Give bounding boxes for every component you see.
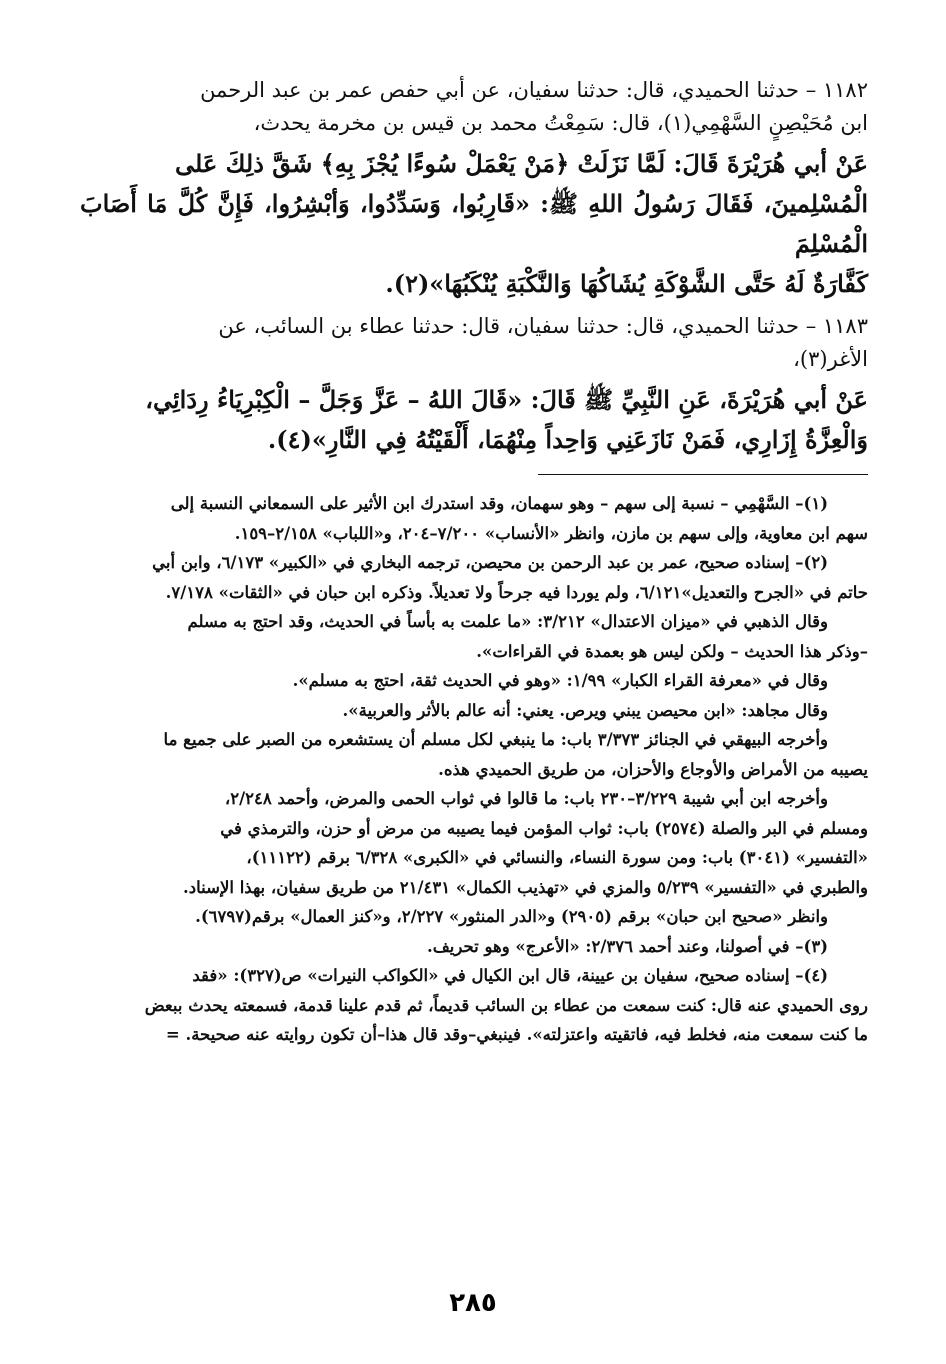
text-line: حاتم في «الجرح والتعديل»٦/١٢١، ولم يوردا فيه جرحاً ولا تعديلاً. وذكره ابن حبان في «الثقات» ٧/١٧٨. bbox=[165, 582, 868, 602]
hadith-1182-isnad bbox=[80, 74, 868, 140]
text-line: سهم ابن معاوية، وإلى سهم بن مازن، وانظر «الأنساب» ٧/٢٠٠–٢٠٤، و«اللباب» ٢/١٥٨–١٥٩. bbox=[234, 523, 868, 543]
text-line: وأخرجه ابن أبي شيبة ٣/٢٢٩–٢٣٠ باب: ما قالوا في ثواب الحمى والمرض، وأحمد ٢/٢٤٨، bbox=[224, 789, 828, 808]
page-number: ٢٨٥ bbox=[449, 1288, 497, 1318]
hadith-1183-isnad bbox=[80, 310, 868, 376]
text-line: كَفَّارَةٌ لَهُ حَتَّى الشَّوْكَةِ يُشَاكُهَا وَالنَّكْبَةِ يُنْكَبُهَا»(٢). bbox=[385, 269, 868, 298]
text-line: الْمُسْلِمينَ، فَقَالَ رَسُولُ اللهِ ﷺ: «قَارِبُوا، وَسَدِّدُوا، وَأبْشِرُوا، فَإِنَّ كُلَّ مَا أَصَابَ الْمُسْلِمَ bbox=[80, 189, 868, 258]
text-line: وَالْعِزَّةُ إِزَارِي، فَمَنْ نَازَعَنِي وَاحِداً مِنْهُمَا، أَلْقَيْتُهُ فِي النَّارِ»(٤). bbox=[267, 425, 868, 454]
text-line: –وذكر هذا الحديث – ولكن ليس هو بعمدة في القراءات». bbox=[476, 641, 868, 661]
hadith-1183-matn bbox=[80, 380, 868, 460]
text-line: الأغر(٣)، bbox=[793, 347, 868, 371]
text-line: «التفسير» (٣٠٤١) باب: ومن سورة النساء، والنسائي في «الكبرى» ٦/٣٢٨ برقم (١١١٢٢)، bbox=[246, 848, 868, 867]
text-line: يصيبه من الأمراض والأوجاع والأحزان، من طريق الحميدي هذه. bbox=[438, 759, 868, 779]
footnote-2: (٢)– إسناده صحيح، عمر بن عبد الرحمن بن محيصن، ترجمه البخاري في «الكبير» ٦/١٧٣، وابن أبي bbox=[152, 553, 828, 572]
text-line: عَنْ أبي هُرَيْرَةَ قَالَ: لَمَّا نَزَلَتْ ﴿مَنْ يَعْمَلْ سُوءًا يُجْزَ بِهِ﴾ شَقَّ ذلِكَ عَلى bbox=[175, 149, 868, 178]
footnote-separator-wrap bbox=[80, 474, 868, 475]
text-line: وأخرجه البيهقي في الجنائز ٣/٣٧٣ باب: ما ينبغي لكل مسلم أن يستشعره من الصبر على جميع ما bbox=[163, 730, 828, 749]
text-line: والطبري في «التفسير» ٥/٢٣٩ والمزي في «تهذيب الكمال» ٢١/٤٣١ من طريق سفيان، بهذا الإسناد. bbox=[183, 877, 868, 897]
text-line: روى الحميدي عنه قال: كنت سمعت من عطاء بن السائب قديماً، ثم قدم علينا قدمة، فسمعته يحدث ببعض bbox=[144, 995, 868, 1015]
footnotes bbox=[80, 489, 868, 1050]
text-line: وقال الذهبي في «ميزان الاعتدال» ٣/٢١٢: «ما علمت به بأساً في الحديث، وقد احتج به مسلم bbox=[187, 612, 828, 631]
text-line: وقال مجاهد: «ابن محيصن يبني ويرص. يعني: أنه عالم بالأثر والعربية». bbox=[342, 700, 828, 720]
text-line: ١١٨٣ – حدثنا الحميدي، قال: حدثنا سفيان، قال: حدثنا عطاء بن السائب، عن bbox=[218, 314, 868, 338]
hadith-1182-matn bbox=[80, 144, 868, 304]
footnote-4: (٤)– إسناده صحيح، سفيان بن عيينة، قال ابن الكيال في «الكواكب النيرات» ص(٣٢٧): «فقد bbox=[192, 966, 828, 985]
footnote-separator bbox=[538, 474, 868, 475]
footnote-3: (٣)– في أصولنا، وعند أحمد ٢/٣٧٦: «الأعرج» وهو تحريف. bbox=[426, 936, 828, 956]
text-line: وقال في «معرفة القراء الكبار» ١/٩٩: «وهو في الحديث ثقة، احتج به مسلم». bbox=[292, 671, 828, 690]
footnote-1: (١)– السَّهْمِي – نسبة إلى سهم – وهو سهمان، وقد استدرك ابن الأثير على السمعاني النسبة إلى bbox=[170, 494, 828, 513]
text-line: عَنْ أبي هُرَيْرَةَ، عَنِ النَّبِيِّ ﷺ قَالَ: «قَالَ اللهُ – عَزَّ وَجَلَّ – الْكِبْرِيَاءُ رِدَائِي، bbox=[145, 385, 868, 414]
text-line: ما كنت سمعت منه، فخلط فيه، فاتقيته واعتزلته». فينبغي–وقد قال هذا–أن تكون روايته عنه صحيحة. = bbox=[165, 1025, 868, 1044]
text-line: وانظر «صحيح ابن حبان» برقم (٢٩٠٥) و«الدر المنثور» ٢/٢٢٧، و«كنز العمال» برقم(٦٧٩٧). bbox=[195, 907, 828, 926]
text-line: ابن مُحَيْصِنٍ السَّهْمِي(١)، قال: سَمِعْتُ محمد بن قيس بن مخرمة يحدث، bbox=[253, 111, 868, 135]
text-line: ١١٨٢ – حدثنا الحميدي، قال: حدثنا سفيان، عن أبي حفص عمر بن عبد الرحمن bbox=[200, 78, 868, 102]
text-line: ومسلم في البر والصلة (٢٥٧٤) باب: ثواب المؤمن فيما يصيبه من مرض أو حزن، والترمذي في bbox=[220, 818, 868, 838]
